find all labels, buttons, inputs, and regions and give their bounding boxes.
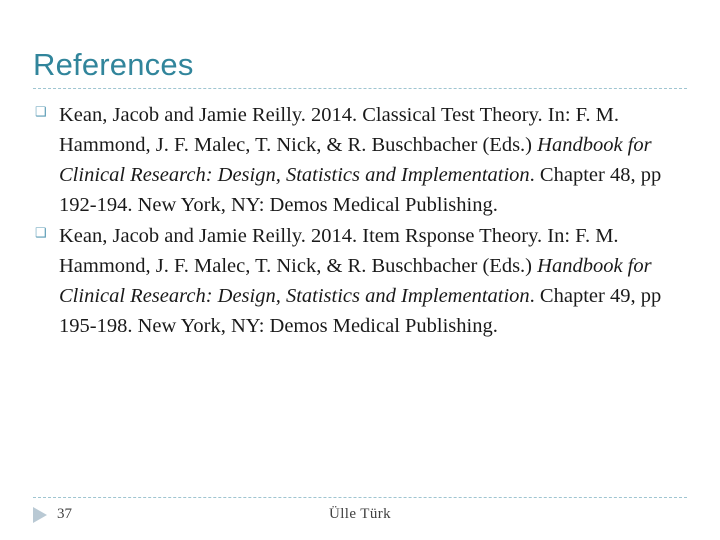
list-item [33, 100, 693, 221]
list-item [33, 221, 693, 342]
reference-text-part2: . Chapter 49, pp 195-198. New York, NY: Demos Medical Publishing. [59, 284, 662, 337]
reference-title-italic: Handbook for Clinical Research: Design, Statistics and Implementation [59, 254, 652, 307]
bullet-marker-icon: ❑ [35, 104, 47, 119]
footer-divider [33, 497, 687, 498]
title-divider [33, 88, 687, 89]
bullet-marker-icon: ❑ [35, 224, 47, 240]
reference-text-part1: Kean, Jacob and Jamie Reilly. 2014. Item Rsponse Theory. In: F. M. Hammond, J. F. Malec, T. Nick, & R. Buschbacher (Eds.) [59, 224, 619, 277]
reference-text-part2: . Chapter 48, pp 192-194. New York, NY: Demos Medical Publishing. [59, 164, 662, 217]
slide-number: 37 [57, 506, 72, 522]
footer-author: Ülle Türk [328, 506, 392, 522]
page-title: References [33, 47, 194, 82]
references-list [33, 100, 693, 341]
slide-footer [33, 503, 687, 531]
reference-text-part1: Kean, Jacob and Jamie Reilly. 2014. Classical Test Theory. In: F. M. Hammond, J. F. Malec, T. Nick, & R. Buschbacher (Eds.) [59, 104, 620, 157]
reference-title-italic: Handbook for Clinical Research: Design, Statistics and Implementation [59, 134, 652, 187]
